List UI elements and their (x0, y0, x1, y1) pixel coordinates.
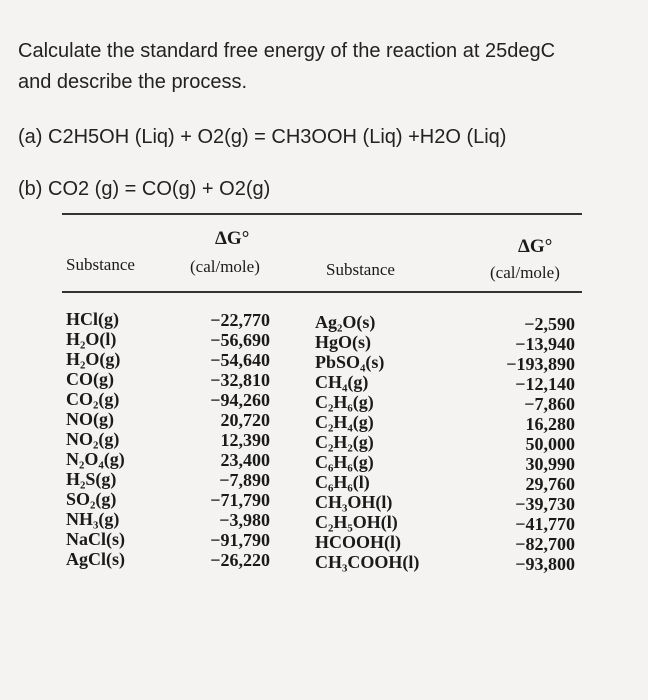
value-cell: −193,890 (506, 354, 575, 374)
value-cell: 12,390 (220, 430, 270, 450)
header-units-left: (cal/mole) (190, 257, 260, 276)
header-delta-g-right: ΔG° (518, 236, 553, 257)
left-substance-column (66, 309, 125, 569)
header-units-right: (cal/mole) (490, 263, 560, 282)
value-cell: 30,990 (525, 454, 575, 474)
value-cell: −26,220 (210, 550, 270, 570)
substance-cell: N₂O₄(g) (66, 449, 125, 469)
value-cell: −7,890 (219, 470, 270, 490)
substance-cell: C₆H₆(l) (315, 472, 370, 492)
substance-cell: C₂H₆(g) (315, 392, 374, 412)
value-cell: 50,000 (525, 434, 575, 454)
substance-cell: AgCl(s) (66, 549, 125, 569)
value-cell: −41,770 (515, 514, 575, 534)
right-value-column (480, 314, 575, 574)
value-cell: −71,790 (210, 490, 270, 510)
substance-cell: H₂O(g) (66, 349, 121, 369)
substance-cell: NO(g) (66, 409, 114, 429)
value-cell: −32,810 (210, 370, 270, 390)
substance-cell: HCl(g) (66, 309, 119, 329)
value-cell: −91,790 (210, 530, 270, 550)
substance-cell: HgO(s) (315, 332, 371, 352)
substance-cell: Ag₂O(s) (315, 312, 376, 332)
value-cell: −7,860 (524, 394, 575, 414)
substance-cell: H₂O(l) (66, 329, 117, 349)
table-top-rule (62, 213, 582, 215)
value-cell: −12,140 (515, 374, 575, 394)
value-cell: −94,260 (210, 390, 270, 410)
left-value-column (186, 310, 270, 570)
substance-cell: NO₂(g) (66, 429, 120, 449)
value-cell: −82,700 (515, 534, 575, 554)
value-cell: −13,940 (515, 334, 575, 354)
header-substance-right: Substance (326, 260, 395, 279)
value-cell: −39,730 (515, 494, 575, 514)
substance-cell: HCOOH(l) (315, 532, 401, 552)
value-cell: 16,280 (525, 414, 575, 434)
header-delta-g-left: ΔG° (215, 228, 250, 249)
substance-cell: PbSO₄(s) (315, 352, 385, 372)
value-cell: −3,980 (219, 510, 270, 530)
value-cell: 23,400 (220, 450, 270, 470)
substance-cell: NH₃(g) (66, 509, 120, 529)
substance-cell: C₂H₄(g) (315, 412, 374, 432)
value-cell: −56,690 (210, 330, 270, 350)
substance-cell: CH₄(g) (315, 372, 369, 392)
value-cell: 29,760 (525, 474, 575, 494)
question-part-b: (b) CO2 (g) = CO(g) + O2(g) (18, 178, 271, 200)
substance-cell: C₂H₅OH(l) (315, 512, 398, 532)
value-cell: −93,800 (515, 554, 575, 574)
substance-cell: C₂H₂(g) (315, 432, 374, 452)
substance-cell: CH₃OH(l) (315, 492, 393, 512)
value-cell: −2,590 (524, 314, 575, 334)
substance-cell: CH₃COOH(l) (315, 552, 420, 572)
question-part-a: (a) C2H5OH (Liq) + O2(g) = CH3OOH (Liq) +H2O (Liq) (18, 126, 507, 148)
value-cell: −22,770 (210, 310, 270, 330)
substance-cell: C₆H₆(g) (315, 452, 374, 472)
substance-cell: H₂S(g) (66, 469, 117, 489)
value-cell: −54,640 (210, 350, 270, 370)
question-line-2: and describe the process. (18, 71, 248, 93)
right-substance-column (315, 312, 419, 572)
substance-cell: SO₂(g) (66, 489, 117, 509)
header-substance-left: Substance (66, 255, 135, 274)
substance-cell: CO₂(g) (66, 389, 120, 409)
substance-cell: CO(g) (66, 369, 114, 389)
value-cell: 20,720 (220, 410, 270, 430)
question-line-1: Calculate the standard free energy of the reaction at 25degC (18, 40, 556, 62)
table-header-rule (62, 291, 582, 293)
substance-cell: NaCl(s) (66, 529, 125, 549)
